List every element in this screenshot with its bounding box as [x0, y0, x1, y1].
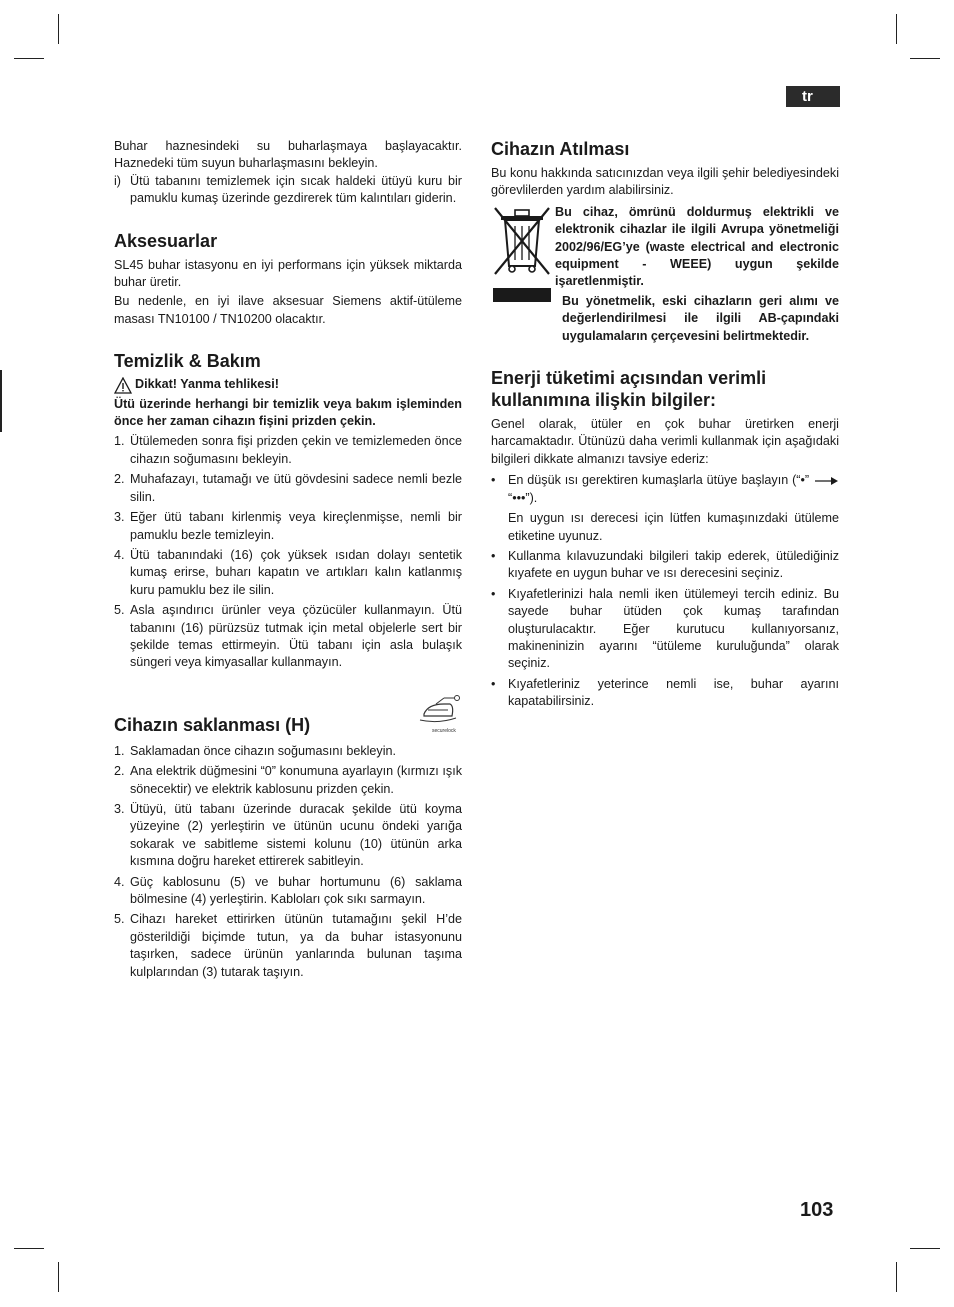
- crop-mark: [14, 58, 44, 59]
- accessories-p1: SL45 buhar istasyonu en iyi performans için yüksek miktarda buhar üretir.: [114, 257, 462, 290]
- storage-heading-row: [114, 694, 462, 736]
- item-number: 3.: [114, 510, 125, 525]
- item-number: 3.: [114, 801, 125, 816]
- crop-mark: [910, 58, 940, 59]
- bullet: •: [491, 473, 496, 488]
- crop-mark: [58, 1262, 59, 1292]
- warning-title: Dikkat! Yanma tehlikesi!: [135, 377, 279, 392]
- item-text: Ütü tabanını temizlemek için sıcak haldeki ütüyü kuru bir pamuklu kumaş üzerinde gezdirerek tüm kalıntıları giderin.: [130, 173, 462, 206]
- right-column: [491, 138, 839, 711]
- list-item: [114, 801, 462, 871]
- item-text: Ütü tabanındaki (16) çok yüksek ısıdan dolayı sentetik kumaş erirse, buharı kapatın ve artıkları kalın katlanmış kuru pamuklu bez ile silin.: [130, 547, 462, 597]
- item-number: 5.: [114, 603, 125, 618]
- list-item: [114, 471, 462, 506]
- bullet: •: [491, 548, 496, 563]
- item-text: Ütülemeden sonra fişi prizden çekin ve temizlemeden önce cihazın soğumasını bekleyin.: [130, 434, 462, 466]
- crop-mark: [896, 14, 897, 44]
- crop-mark: [896, 1262, 897, 1292]
- disposal-heading: Cihazın Atılması: [491, 139, 630, 159]
- item-number: 1.: [114, 434, 125, 449]
- bullet: •: [491, 676, 496, 691]
- item-number: 4.: [114, 874, 125, 889]
- item-number: 4.: [114, 547, 125, 562]
- warning-line: [114, 376, 462, 393]
- item-text: Ütüyü, ütü tabanı üzerinde duracak şekilde ütü koyma yüzeyine (2) yerleştirin ve ütünün ucunu öndeki yarığa sokarak ve sabitleme sistemi kolunu (10) ütünün arka kısmına doğru hareket ettirerek sabitleyin.: [130, 801, 462, 869]
- crossed-bin-icon: [491, 204, 553, 304]
- list-item: [114, 874, 462, 909]
- item-text: Asla aşındırıcı ürünler veya çözücüler kullanmayın. Ütü tabanını (16) pürüzsüz tutmak için metal objelerle sert bir şekilde temas ettirmeyin. Ütü tabanı için asla bulaşık süngeri veya kimyasallar kullanmayın.: [130, 603, 462, 670]
- arrow-right-icon: [813, 476, 839, 486]
- item-number: 2.: [114, 764, 125, 779]
- list-item: [491, 586, 839, 673]
- left-column: [114, 138, 462, 981]
- item-number: 2.: [114, 472, 125, 487]
- item-text-continued: En uygun ısı derecesi için lütfen kumaşınızdaki ütüleme etiketine uyunuz.: [508, 511, 839, 543]
- weee-symbol: [491, 204, 555, 291]
- accessories-p2: Bu nedenle, en iyi ilave aksesuar Siemens aktif-ütüleme masası TN10100 / TN10200 olacaktır.: [114, 294, 462, 326]
- item-text: Kıyafetlerinizi hala nemli iken ütülemeyi tercih ediniz. Bu sayede buhar ütüden çok kumaş tarafından oluşturulacaktır. Eğer kurutucu kullanıyorsanız, makineninizin ayarını “ütüleme kuruluğunda” olarak seçiniz.: [508, 586, 839, 671]
- secure-lock-caption: securelock: [432, 727, 456, 734]
- crop-mark: [14, 1248, 44, 1249]
- item-marker: i): [114, 173, 121, 188]
- list-item: [114, 911, 462, 981]
- secure-lock-icon: [414, 694, 462, 736]
- item-text: Muhafazayı, tutamağı ve ütü gövdesini sadece nemli bezle silin.: [130, 472, 462, 504]
- language-tab: tr: [786, 86, 840, 107]
- item-text: [508, 472, 839, 545]
- crop-mark: [58, 14, 59, 44]
- warning-text: Ütü üzerinde herhangi bir temizlik veya bakım işleminden önce her zaman cihazın fişini prizden çekin.: [114, 396, 462, 429]
- storage-heading: Cihazın saklanması (H): [114, 714, 311, 735]
- cleaning-list: [114, 433, 462, 671]
- list-item: [491, 548, 839, 583]
- intro-text: Buhar haznesindeki su buharlaşmaya başlayacaktır. Haznedeki tüm suyun buharlaşmasını bekleyin.: [114, 139, 462, 171]
- warning-triangle-icon: [114, 377, 132, 394]
- cleaning-heading: Temizlik & Bakım: [114, 351, 261, 372]
- item-text: Kıyafetleriniz yeterince nemli ise, buhar ayarını kapatabilirsiniz.: [508, 676, 839, 709]
- side-mark: [0, 370, 2, 432]
- bullet: •: [491, 586, 496, 601]
- item-text: Cihazı hareket ettirirken ütünün tutamağını şekil H’de gösterildiği biçimde tutun, ya da buhar istasyonunu taşırken, sadece ürünün yanlarında bulunan taşıma kulplarından (3) tutarak taşıyın.: [130, 912, 462, 979]
- energy-list: [491, 472, 839, 710]
- energy-heading: Enerji tüketimi açısından verimli kullanımına ilişkin bilgiler:: [491, 368, 767, 411]
- item-text: Kullanma kılavuzundaki bilgileri takip ederek, ütülediğiniz kıyafete en uygun buhar ve ısı derecesini seçiniz.: [508, 548, 839, 581]
- page-number: 103: [800, 1199, 834, 1221]
- list-item: [114, 547, 462, 599]
- item-text: Ana elektrik düğmesini “0” konumuna ayarlayın (kırmızı ışık sönecektir) ve elektrik kablosunu prizden çekin.: [130, 764, 462, 796]
- list-item: [114, 509, 462, 544]
- item-text-part: En düşük ısı gerektiren kumaşlarla ütüye başlayın (“•”: [508, 473, 810, 488]
- storage-list: [114, 743, 462, 981]
- disposal-p1: Bu konu hakkında satıcınızdan veya ilgili şehir belediyesindeki görevlilerden yardım alabilirsiniz.: [491, 166, 839, 198]
- item-text: Saklamadan önce cihazın soğumasını bekleyin.: [130, 743, 397, 758]
- item-text-part: “•••”).: [508, 490, 538, 505]
- item-text: Eğer ütü tabanı kirlenmiş veya kireçlenmişse, nemli bir pamuklu bezle temizleyin.: [130, 510, 462, 542]
- list-item: [491, 472, 839, 545]
- energy-intro: Genel olarak, ütüler en çok buhar üretirken enerji harcamaktadır. Ütünüzü daha verimli kullanmak için aşağıdaki bilgileri dikkate almanızı tavsiye ederiz:: [491, 417, 839, 466]
- list-item: [114, 743, 462, 760]
- weee-block: [491, 204, 839, 291]
- intro-paragraph: [114, 138, 462, 173]
- crop-mark: [910, 1248, 940, 1249]
- accessories-heading: Aksesuarlar: [114, 230, 218, 251]
- item-number: 1.: [114, 743, 125, 758]
- item-number: 5.: [114, 912, 125, 927]
- weee-text: Bu cihaz, ömrünü doldurmuş elektrikli ve elektronik cihazlar ile ilgili Avrupa yönetmeliği 2002/96/EG’ye (waste electrical and electronic equipment - WEEE) uygun şekilde işaretlenmiştir.: [555, 204, 839, 289]
- list-item: [491, 676, 839, 711]
- weee-text-2: Bu yönetmelik, eski cihazların geri alımı ve değerlendirilmesi ile ilgili AB-çapındaki uygulamaların çerçevesini belirtmektedir.: [562, 293, 839, 343]
- list-item: [114, 602, 462, 672]
- list-item: [114, 433, 462, 468]
- item-text: Güç kablosunu (5) ve buhar hortumunu (6) saklama bölmesine (4) yerleştirin. Kabloları çok sıkı sarmayın.: [130, 874, 462, 906]
- list-item: [114, 763, 462, 798]
- weee-text-block: [555, 204, 839, 291]
- intro-item: [114, 173, 462, 208]
